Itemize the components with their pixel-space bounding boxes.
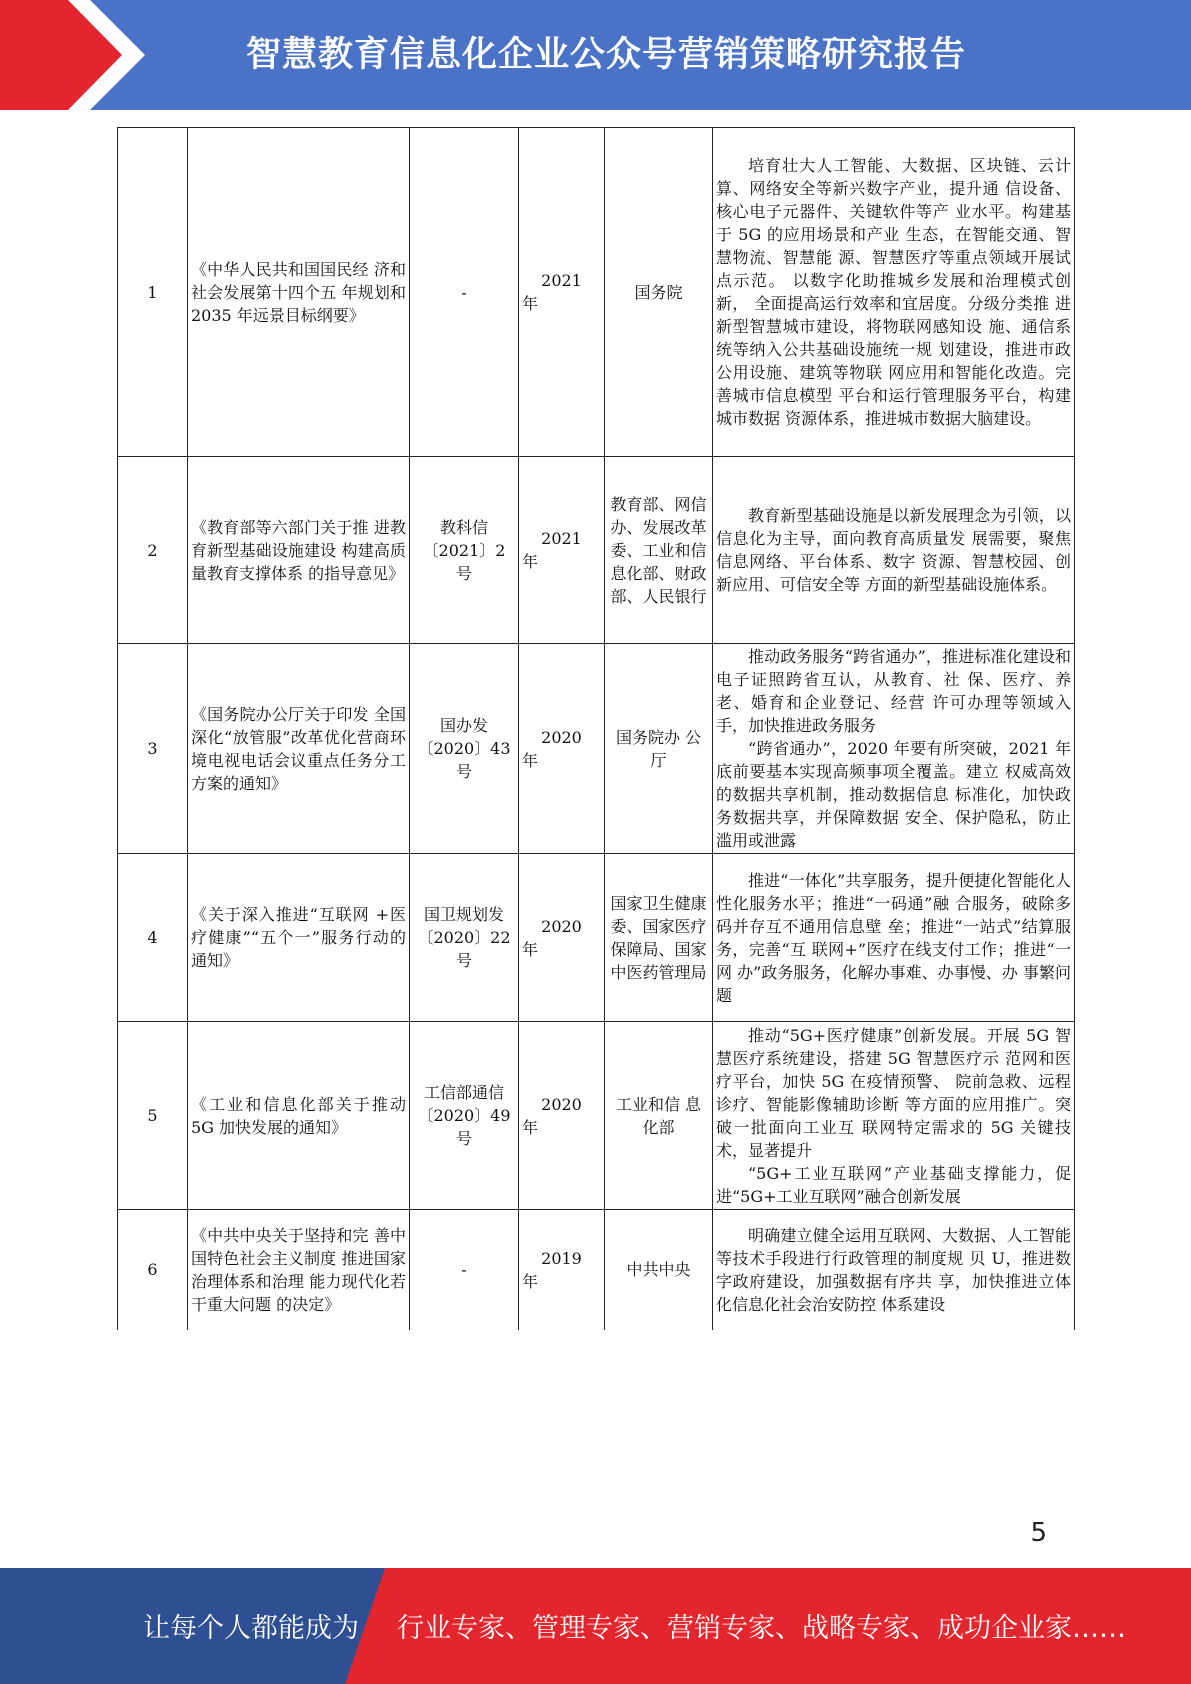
policy-content-cell [713, 1210, 1075, 1330]
issuing-organization-cell: 中共中央 [605, 1210, 713, 1330]
year-cell [519, 457, 605, 644]
document-number-cell: 国办发〔2020〕43 号 [410, 644, 519, 854]
year-value: 2021 [541, 529, 582, 548]
content-paragraph: 培育壮大人工智能、大数据、区块链、云计算、网络安全等新兴数字产业，提升通 信设备、核心电子元器件、关键软件等产 业水平。构建基于 5G 的应用场景和产业 生态，在智能交通、智慧物流、智慧能 源、智慧医疗等重点领域开展试点示范。 以数字化助推城乡发展和治理模式创新， 全面提高运行效率和宜居度。分级分类推 进新型智慧城市建设，将物联网感知设 施、通信系统等纳入公共基础设施统一规 划建设，推进市政公用设施、建筑等物联 网应用和智能化改造。完善城市信息模型 平台和运行管理服务平台，构建城市数据 资源体系，推进城市数据大脑建设。 [716, 156, 1071, 428]
year-suffix: 年 [522, 294, 539, 313]
content-paragraph: 推动“5G+医疗健康”创新发展。开展 5G 智慧医疗系统建设，搭建 5G 智慧医疗示 范网和医疗平台，加快 5G 在疫情预警、 院前急救、远程诊疗、智能影像辅助诊断 等方面的应用推广。突破一批面向工业互 联网特定需求的 5G 关键技术，显著提升 [716, 1025, 1071, 1160]
year-value: 2019 [541, 1248, 582, 1268]
year-suffix: 年 [522, 1117, 539, 1137]
policy-table [117, 127, 1075, 1330]
issuing-organization-cell: 国务院办 公厅 [605, 644, 713, 854]
table-row [118, 854, 1075, 1022]
page-footer [0, 1568, 1191, 1684]
year-suffix: 年 [522, 1271, 539, 1291]
row-number-cell: 3 [118, 644, 188, 854]
document-number-cell: - [410, 128, 519, 457]
issuing-organization-cell: 教育部、网信办、发展改革委、工业和信息化部、财政部、人民银行 [605, 457, 713, 644]
row-number-cell: 4 [118, 854, 188, 1022]
year-suffix: 年 [522, 750, 539, 770]
policy-content-cell [713, 1022, 1075, 1210]
policy-content-cell [713, 457, 1075, 644]
footer-slogan-right: 行业专家、管理专家、营销专家、战略专家、成功企业家…… [397, 1613, 1126, 1644]
issuing-organization-cell: 国务院 [605, 128, 713, 457]
table-row [118, 457, 1075, 644]
year-suffix: 年 [522, 939, 539, 959]
document-name-cell: 《国务院办公厅关于印发 全国深化“放管服”改革优化营商环境电视电话会议重点任务分工方案的通知》 [188, 644, 410, 854]
document-name-cell: 《关于深入推进“互联网 +医疗健康”“五个一”服务行动的通知》 [188, 854, 410, 1022]
page-number: 5 [1030, 1518, 1047, 1548]
content-paragraph: 推动政务服务“跨省通办”，推进标准化建设和电子证照跨省互认，从教育、社 保、医疗、养老、婚育和企业登记、经营 许可办理等领域入手，加快推进政务服务 [716, 647, 1071, 735]
year-cell [519, 854, 605, 1022]
issuing-organization-cell: 国家卫生健康委、国家医疗保障局、国家中医药管理局 [605, 854, 713, 1022]
document-name-cell: 《教育部等六部门关于推 进教育新型基础设施建设 构建高质量教育支撑体系 的指导意见》 [188, 457, 410, 644]
document-number-cell: 国卫规划发〔2020〕22 号 [410, 854, 519, 1022]
row-number-cell: 1 [118, 128, 188, 457]
table-row [118, 1210, 1075, 1330]
content-paragraph: “跨省通办”，2020 年要有所突破，2021 年底前要基本实现高频事项全覆盖。建立 权威高效的数据共享机制，推动数据信息 标准化，加快政务数据共享，并保障数据 安全、保护隐私，防止滥用或泄露 [716, 739, 1071, 850]
year-suffix: 年 [522, 552, 539, 571]
row-number-cell: 5 [118, 1022, 188, 1210]
document-name-cell: 《工业和信息化部关于推动 5G 加快发展的通知》 [188, 1022, 410, 1210]
year-cell [519, 1210, 605, 1330]
policy-content-cell [713, 128, 1075, 457]
year-cell [519, 128, 605, 457]
document-name-cell: 《中华人民共和国国民经 济和社会发展第十四个五 年规划和 2035 年远景目标纲要》 [188, 128, 410, 457]
page-header [0, 0, 1191, 110]
issuing-organization-cell: 工业和信 息化部 [605, 1022, 713, 1210]
year-value: 2021 [541, 271, 582, 290]
content-paragraph: 明确建立健全运用互联网、大数据、人工智能等技术手段进行行政管理的制度规 贝 U，推进数字政府建设，加强数据有序共 享，加快推进立体化信息化社会治安防控 体系建设 [716, 1225, 1071, 1314]
table-row [118, 1022, 1075, 1210]
year-cell [519, 1022, 605, 1210]
year-cell [519, 644, 605, 854]
document-number-cell: - [410, 1210, 519, 1330]
policy-table-container [117, 127, 1074, 1330]
row-number-cell: 2 [118, 457, 188, 644]
policy-content-cell [713, 644, 1075, 854]
row-number-cell: 6 [118, 1210, 188, 1330]
document-number-cell: 工信部通信〔2020〕49 号 [410, 1022, 519, 1210]
content-paragraph: “5G+工业互联网”产业基础支撑能力，促进“5G+工业互联网”融合创新发展 [716, 1163, 1071, 1206]
year-value: 2020 [541, 916, 582, 936]
table-row [118, 128, 1075, 457]
content-paragraph: 推进“一体化”共享服务，提升便捷化智能化人性化服务水平；推进“一码通”融 合服务，破除多码并存互不通用信息壁 垒；推进“一站式”结算服务，完善“互 联网+”医疗在线支付工作；推进“一网 办”政务服务，化解办事难、办事慢、办 事繁问题 [716, 870, 1071, 1005]
table-row [118, 644, 1075, 854]
document-name-cell: 《中共中央关于坚持和完 善中国特色社会主义制度 推进国家治理体系和治理 能力现代化若干重大问题 的决定》 [188, 1210, 410, 1330]
header-chevron-decoration [0, 0, 160, 110]
footer-slogan-left: 让每个人都能成为 [143, 1613, 359, 1644]
content-paragraph: 教育新型基础设施是以新发展理念为引领，以信息化为主导，面向教育高质量发 展需要，聚焦信息网络、平台体系、数字 资源、智慧校园、创新应用、可信安全等 方面的新型基础设施体系。 [716, 506, 1071, 594]
year-value: 2020 [541, 727, 582, 747]
policy-content-cell [713, 854, 1075, 1022]
report-title: 智慧教育信息化企业公众号营销策略研究报告 [246, 35, 967, 75]
document-number-cell: 教科信〔2021〕2 号 [410, 457, 519, 644]
year-value: 2020 [541, 1094, 582, 1114]
